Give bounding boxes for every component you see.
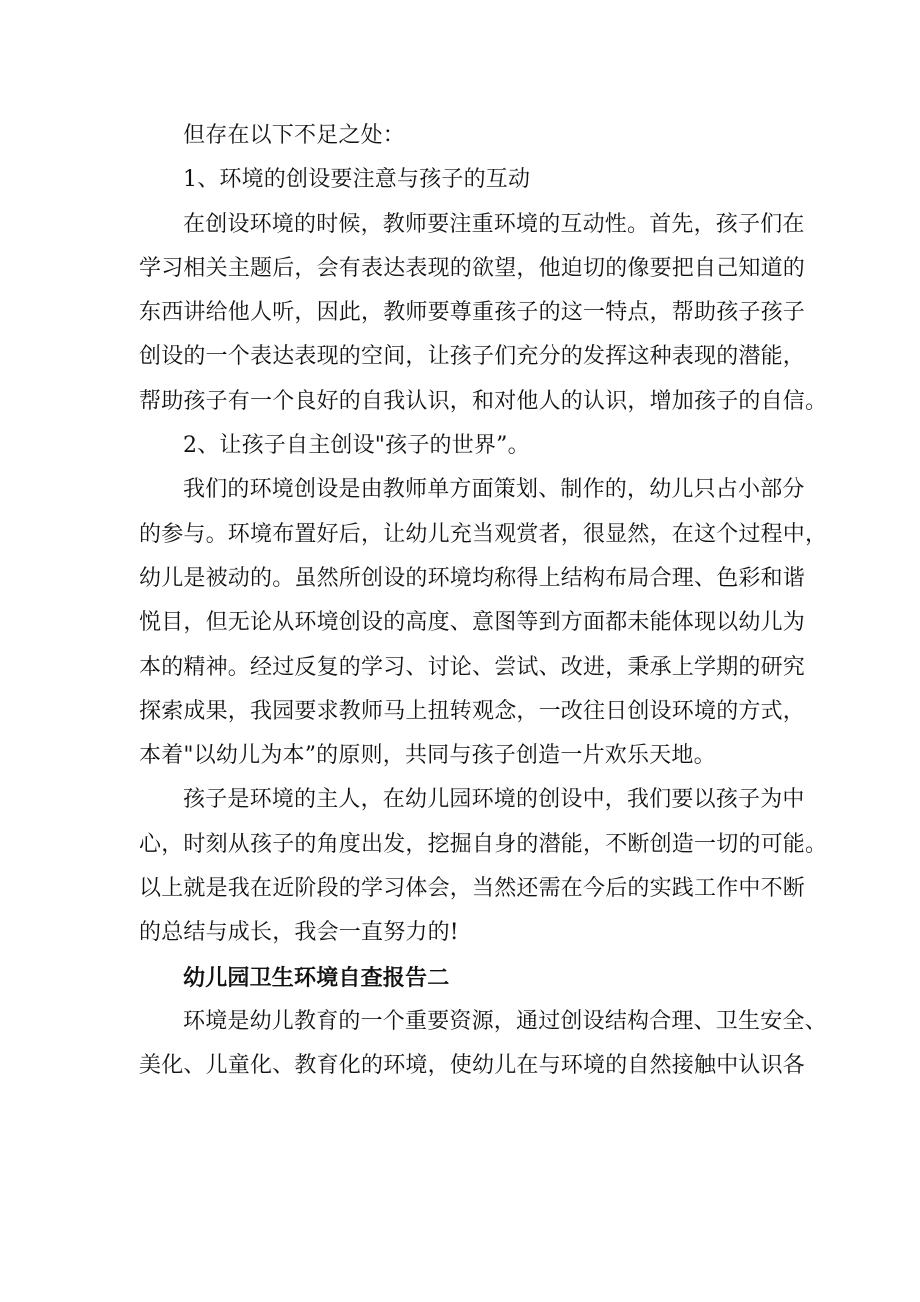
text-line: 以上就是我在近阶段的学习体会，当然还需在今后的实践工作中不断 — [139, 876, 806, 902]
text-line: 创设的一个表达表现的空间，让孩子们充分的发挥这种表现的潜能， — [139, 344, 806, 370]
text-line: 环境是幼儿教育的一个重要资源，通过创设结构合理、卫生安全、 — [183, 1008, 827, 1034]
text-line: 的总结与成长，我会一直努力的! — [139, 920, 459, 946]
text-line: 的参与。环境布置好后，让幼儿充当观赏者，很显然，在这个过程中， — [139, 521, 828, 547]
text-line: 帮助孩子有一个良好的自我认识，和对他人的认识，增加孩子的自信。 — [139, 388, 828, 414]
section-title: 2、让孩子自主创设"孩子的世界”。 — [183, 433, 530, 459]
report-heading: 幼儿园卫生环境自查报告二 — [183, 964, 450, 991]
section-title: 1、环境的创设要注意与孩子的互动 — [183, 167, 531, 193]
text-line: 本着"以幼儿为本”的原则，共同与孩子创造一片欢乐天地。 — [139, 743, 716, 769]
document-body — [139, 114, 828, 1089]
text-line: 探索成果，我园要求教师马上扭转观念，一改往日创设环境的方式， — [139, 698, 806, 724]
text-line: 悦目，但无论从环境创设的高度、意图等到方面都未能体现以幼儿为 — [139, 610, 806, 636]
text-line: 在创设环境的时候，教师要注重环境的互动性。首先，孩子们在 — [183, 211, 805, 237]
text-line: 但存在以下不足之处： — [183, 123, 406, 148]
text-line: 幼儿是被动的。虽然所创设的环境均称得上结构布局合理、色彩和谐 — [139, 565, 806, 591]
text-line: 美化、儿童化、教育化的环境，使幼儿在与环境的自然接触中认识各 — [139, 1053, 806, 1079]
text-line: 本的精神。经过反复的学习、讨论、尝试、改进，秉承上学期的研究 — [139, 654, 806, 680]
text-line: 心，时刻从孩子的角度出发，挖掘自身的潜能，不断创造一切的可能。 — [139, 831, 828, 857]
text-line: 东西讲给他人听，因此，教师要尊重孩子的这一特点，帮助孩子孩子 — [139, 300, 806, 326]
text-line: 学习相关主题后，会有表达表现的欲望，他迫切的像要把自己知道的 — [139, 255, 806, 281]
text-line: 我们的环境创设是由教师单方面策划、制作的，幼儿只占小部分 — [183, 477, 805, 503]
text-line: 孩子是环境的主人，在幼儿园环境的创设中，我们要以孩子为中 — [183, 787, 805, 813]
